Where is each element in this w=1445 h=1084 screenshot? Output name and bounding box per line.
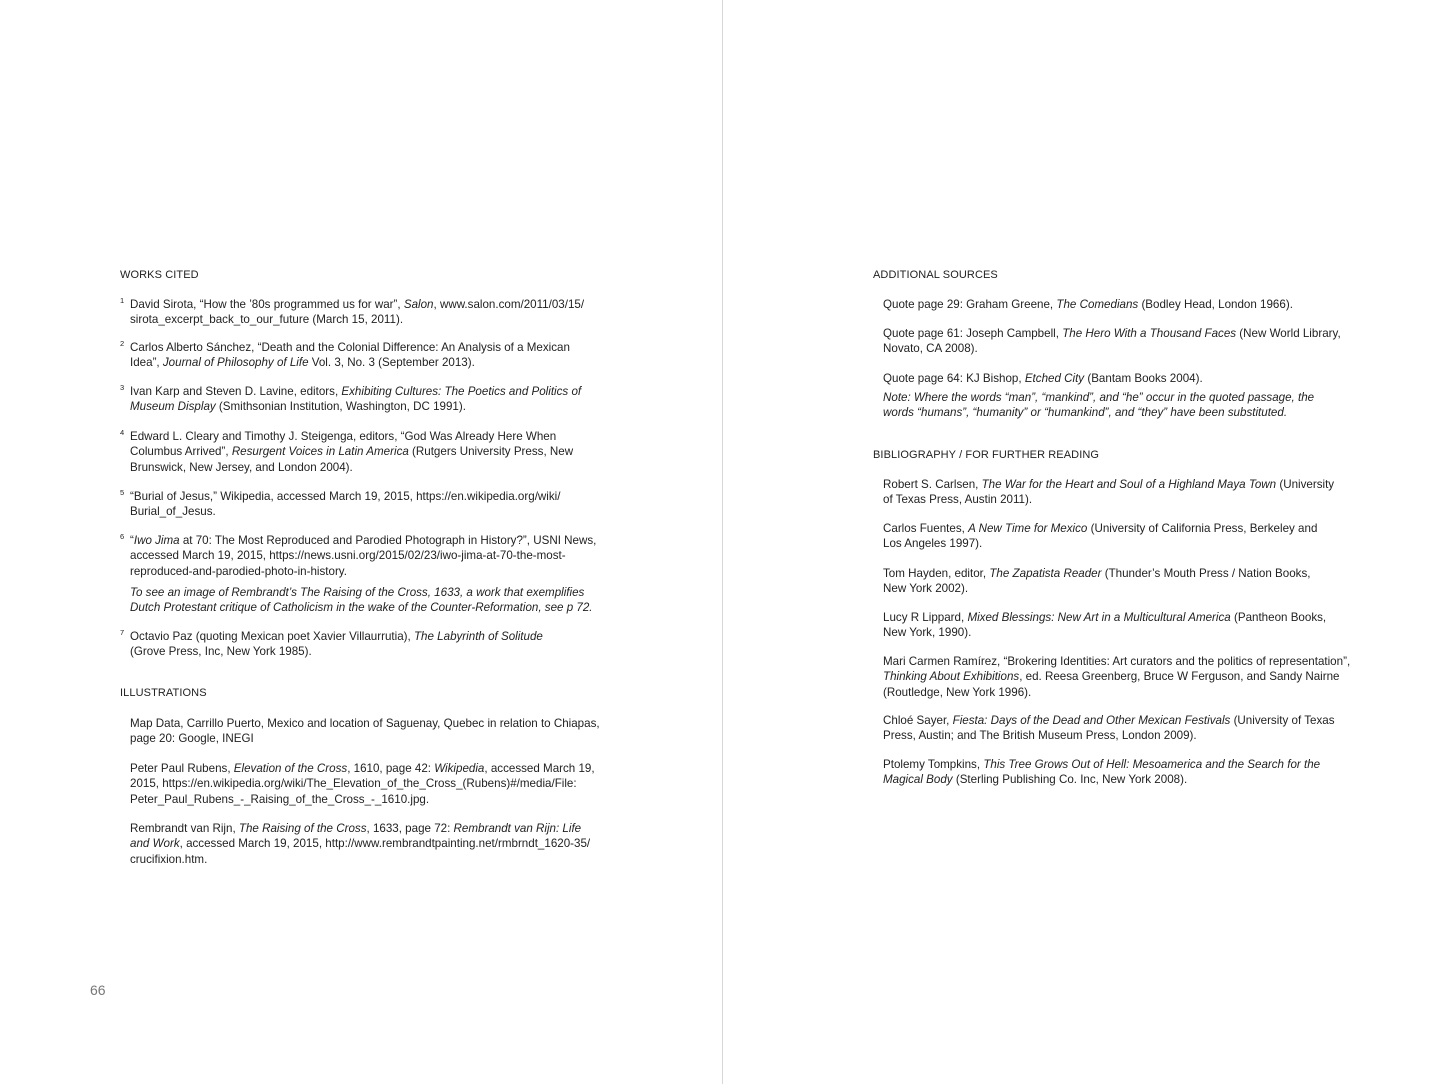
works-cited-note: To see an image of Rembrandt’s The Raising of the Cross, 1633, a work that exemplifies Dutch Protestant critique of Catholicism in the wake of the Counter-Reformation, see p 72. xyxy=(130,586,593,615)
page-number: 66 xyxy=(90,982,106,998)
illustration-entry: Map Data, Carrillo Puerto, Mexico and location of Saguenay, Quebec in relation to Chiapas, page 20: Google, INEGI xyxy=(130,717,600,746)
bibliography-entry: Mari Carmen Ramírez, “Brokering Identities: Art curators and the politics of representation”, Thinking About Exhibitions, ed. Reesa Greenberg, Bruce W Ferguson, and Sandy Nairne (Routledge, New York 1996). xyxy=(883,655,1351,699)
footnote-number: 7 xyxy=(120,628,125,637)
footnote-number: 6 xyxy=(120,532,125,541)
works-cited-entry: Ivan Karp and Steven D. Lavine, editors, Exhibiting Cultures: The Poetics and Politics of Museum Display (Smithsonian Institution, Washington, DC 1991). xyxy=(130,385,582,414)
works-cited-entry: Edward L. Cleary and Timothy J. Steigenga, editors, “God Was Already Here When Columbus Arrived”, Resurgent Voices in Latin America (Rutgers University Press, New Brunswick, New Jersey, and London 2004). xyxy=(130,430,574,474)
footnote-number: 1 xyxy=(120,296,125,305)
right-page xyxy=(723,0,1445,1084)
additional-sources-heading: ADDITIONAL SOURCES xyxy=(873,269,998,281)
left-page xyxy=(0,0,722,1084)
bibliography-entry: Robert S. Carlsen, The War for the Heart and Soul of a Highland Maya Town (University of Texas Press, Austin 2011). xyxy=(883,478,1335,507)
footnote-number: 3 xyxy=(120,383,125,392)
bibliography-entry: Chloé Sayer, Fiesta: Days of the Dead and Other Mexican Festivals (University of Texas Press, Austin; and The British Museum Press, London 2009). xyxy=(883,714,1335,743)
footnote-number: 4 xyxy=(120,428,125,437)
works-cited-entry: David Sirota, “How the ’80s programmed us for war”, Salon, www.salon.com/2011/03/15/ sirota_excerpt_back_to_our_future (March 15, 2011). xyxy=(130,298,585,327)
works-cited-entry: “Iwo Jima at 70: The Most Reproduced and Parodied Photograph in History?”, USNI News, accessed March 19, 2015, https://news.usni.org/2015/02/23/iwo-jima-at-70-the-most- reproduced-and-parodied-photo-in-history. xyxy=(130,534,597,578)
footnote-number: 5 xyxy=(120,488,125,497)
footnote-number: 2 xyxy=(120,339,125,348)
works-cited-entry: Octavio Paz (quoting Mexican poet Xavier Villaurrutia), The Labyrinth of Solitude (Grove Press, Inc, New York 1985). xyxy=(130,630,543,659)
bibliography-entry: Tom Hayden, editor, The Zapatista Reader (Thunder’s Mouth Press / Nation Books, New York 2002). xyxy=(883,567,1311,596)
additional-source-entry: Quote page 29: Graham Greene, The Comedians (Bodley Head, London 1966). xyxy=(883,298,1293,311)
additional-source-entry: Quote page 64: KJ Bishop, Etched City (Bantam Books 2004). xyxy=(883,372,1203,385)
additional-source-entry: Quote page 61: Joseph Campbell, The Hero With a Thousand Faces (New World Library, Novato, CA 2008). xyxy=(883,327,1341,356)
bibliography-entry: Lucy R Lippard, Mixed Blessings: New Art in a Multicultural America (Pantheon Books, New York, 1990). xyxy=(883,611,1327,640)
bibliography-heading: BIBLIOGRAPHY / FOR FURTHER READING xyxy=(873,449,1100,461)
bibliography-entry: Carlos Fuentes, A New Time for Mexico (University of California Press, Berkeley and Los Angeles 1997). xyxy=(883,522,1318,551)
illustrations-heading: ILLUSTRATIONS xyxy=(120,687,207,699)
bibliography-entry: Ptolemy Tompkins, This Tree Grows Out of Hell: Mesoamerica and the Search for the Magical Body (Sterling Publishing Co. Inc, New York 2008). xyxy=(883,758,1321,787)
works-cited-entry: “Burial of Jesus,” Wikipedia, accessed March 19, 2015, https://en.wikipedia.org/wiki/ Burial_of_Jesus. xyxy=(130,490,561,519)
illustration-entry: Rembrandt van Rijn, The Raising of the Cross, 1633, page 72: Rembrandt van Rijn: Life and Work, accessed March 19, 2015, http://www.rembrandtpainting.net/rmbrndt_1620-35/ crucifixion.htm. xyxy=(130,822,591,866)
illustration-entry: Peter Paul Rubens, Elevation of the Cross, 1610, page 42: Wikipedia, accessed March 19, 2015, https://en.wikipedia.org/wiki/The_Elevation_of_the_Cross_(Rubens)#/media/File: Peter_Paul_Rubens_-_Raising_of_the_Cross_-_1610.jpg. xyxy=(130,762,595,806)
substitution-note: Note: Where the words “man”, “mankind”, and “he” occur in the quoted passage, the words “humans”, “humanity” or “humankind”, and “they” have been substituted. xyxy=(883,391,1315,420)
works-cited-entry: Carlos Alberto Sánchez, “Death and the Colonial Difference: An Analysis of a Mexican Idea”, Journal of Philosophy of Life Vol. 3, No. 3 (September 2013). xyxy=(130,341,570,370)
works-cited-heading: WORKS CITED xyxy=(120,269,199,281)
